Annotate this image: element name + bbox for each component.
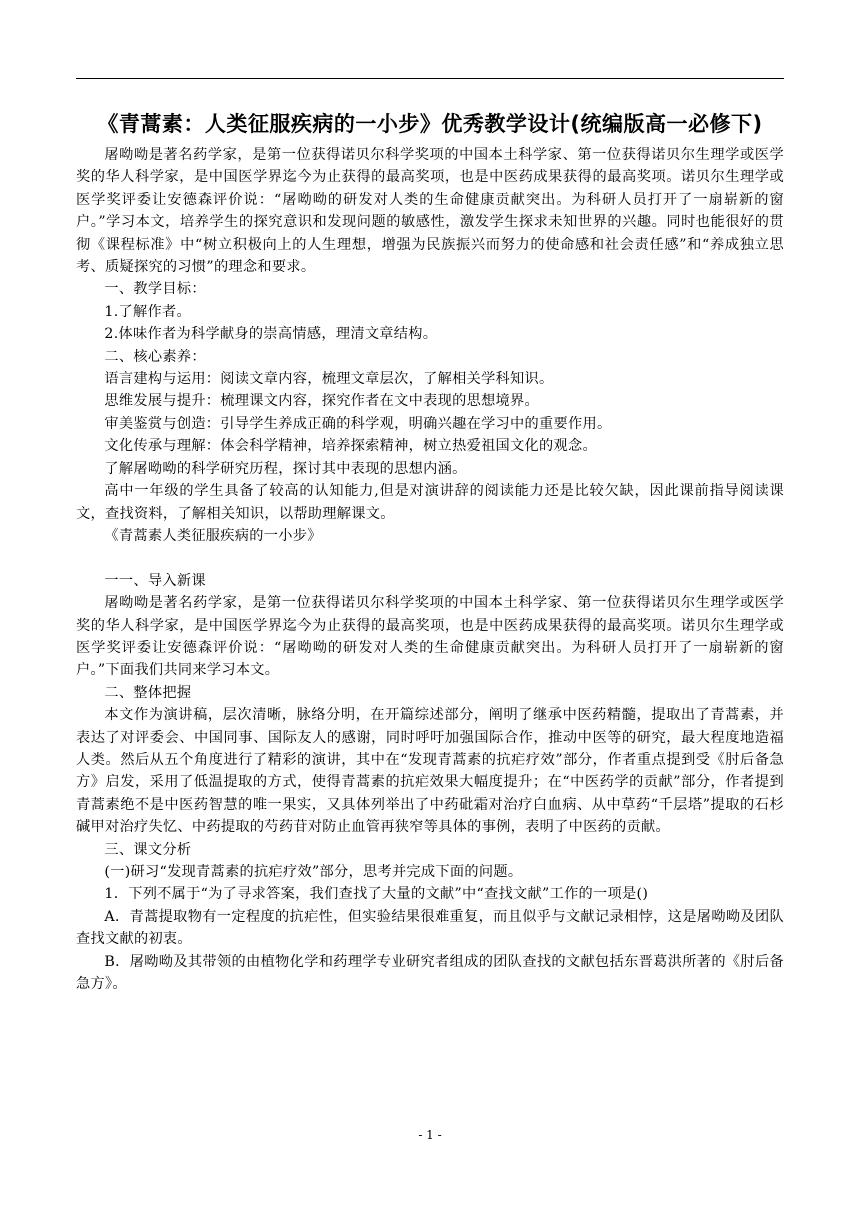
section-heading-text-analysis: 三、课文分析 [104, 841, 192, 858]
section-heading-teaching-goals: 一、教学目标： [104, 281, 206, 298]
question-1: 1．下列不属于“为了寻求答案，我们查找了大量的文献”中“查找文献”工作的一项是() [104, 886, 649, 903]
goal-item-1: 1.了解作者。 [104, 303, 191, 320]
section-heading-introduction: 一一、导入新课 [104, 572, 206, 589]
introduction-paragraph: 屠呦呦是著名药学家，是第一位获得诺贝尔科学奖项的中国本土科学家、第一位获得诺贝尔生理学或医学奖的华人科学家，是中国医学界迄今为止获得的最高奖项，也是中医药成果获得的最高奖项。诺贝尔生理学或医学奖评委让安德森评价说：“屠呦呦的研发对人类的生命健康贡献突出。为科研人员打开了一扇崭新的窗户。”下面我们共同来学习本文。 [76, 595, 784, 679]
goal-item-2: 2.体味作者为科学献身的崇高情感，理清文章结构。 [104, 326, 438, 343]
lesson-title-line: 《青蒿素人类征服疾病的一小步》 [104, 527, 322, 544]
document-body [76, 104, 784, 995]
page-number: - 1 - [418, 1128, 442, 1142]
intro-paragraph: 屠呦呦是著名药学家，是第一位获得诺贝尔科学奖项的中国本土科学家、第一位获得诺贝尔生理学或医学奖的华人科学家，是中国医学界迄今为止获得的最高奖项，也是中医药成果获得的最高奖项。诺贝尔生理学或医学奖评委让安德森评价说：“屠呦呦的研发对人类的生命健康贡献突出。为科研人员打开了一扇崭新的窗户。”学习本文，培养学生的探究意识和发现问题的敏感性，激发学生探求未知世界的兴趣。同时也能很好的贯彻《课程标准》中“树立积极向上的人生理想，增强为民族振兴而努力的使命感和社会责任感”和“养成独立思考、质疑探究的习惯”的理念和要求。 [76, 147, 784, 276]
subsection-heading-study: (一)研习“发现青蒿素的抗疟疗效”部分，思考并完成下面的问题。 [104, 863, 523, 880]
key-point-paragraph: 了解屠呦呦的科学研究历程，探讨其中表现的思想内涵。 [104, 460, 467, 477]
section-heading-overview: 二、整体把握 [104, 684, 192, 701]
section-heading-core-literacy: 二、核心素养： [104, 348, 206, 365]
document-title: 《青蒿素：人类征服疾病的一小步》优秀教学设计(统编版高一必修下) [97, 112, 763, 136]
blank-line [76, 547, 784, 569]
literacy-item-aesthetics: 审美鉴赏与创造：引导学生养成正确的科学观，明确兴趣在学习中的重要作用。 [104, 415, 612, 432]
option-a: A．青蒿提取物有一定程度的抗疟性，但实验结果很难重复，而且似乎与文献记录相悖，这是屠呦呦及团队查找文献的初衷。 [76, 908, 784, 948]
literacy-item-culture: 文化传承与理解：体会科学精神，培养探索精神，树立热爱祖国文化的观念。 [104, 438, 597, 455]
option-b: B．屠呦呦及其带领的由植物化学和药理学专业研究者组成的团队查找的文献包括东晋葛洪所著的《肘后备急方》。 [76, 953, 784, 993]
literacy-item-language: 语言建构与运用：阅读文章内容，梳理文章层次，了解相关学科知识。 [104, 371, 554, 388]
student-analysis-paragraph: 高中一年级的学生具备了较高的认知能力,但是对演讲辞的阅读能力还是比较欠缺，因此课前指导阅读课文，查找资料，了解相关知识，以帮助理解课文。 [76, 483, 784, 522]
literacy-item-thinking: 思维发展与提升：梳理课文内容，探究作者在文中表现的思想境界。 [104, 393, 540, 410]
overview-paragraph: 本文作为演讲稿，层次清晰，脉络分明，在开篇综述部分，阐明了继承中医药精髓，提取出了青蒿素，并表达了对评委会、中国同事、国际友人的感谢，同时呼吁加强国际合作，推动中医等的研究，最大程度地造福人类。然后从五个角度进行了精彩的演讲，其中在“发现青蒿素的抗疟疗效”部分，作者重点提到受《肘后备急方》启发，采用了低温提取的方式，使得青蒿素的抗疟效果大幅度提升；在“中医药学的贡献”部分，作者提到青蒿素绝不是中医药智慧的唯一果实，又具体列举出了中药砒霜对治疗白血病、从中草药“千层塔”提取的石杉碱甲对治疗失忆、中药提取的芍药苷对防止血管再狭窄等具体的事例，表明了中医药的贡献。 [76, 707, 784, 836]
header-rule [76, 78, 784, 79]
